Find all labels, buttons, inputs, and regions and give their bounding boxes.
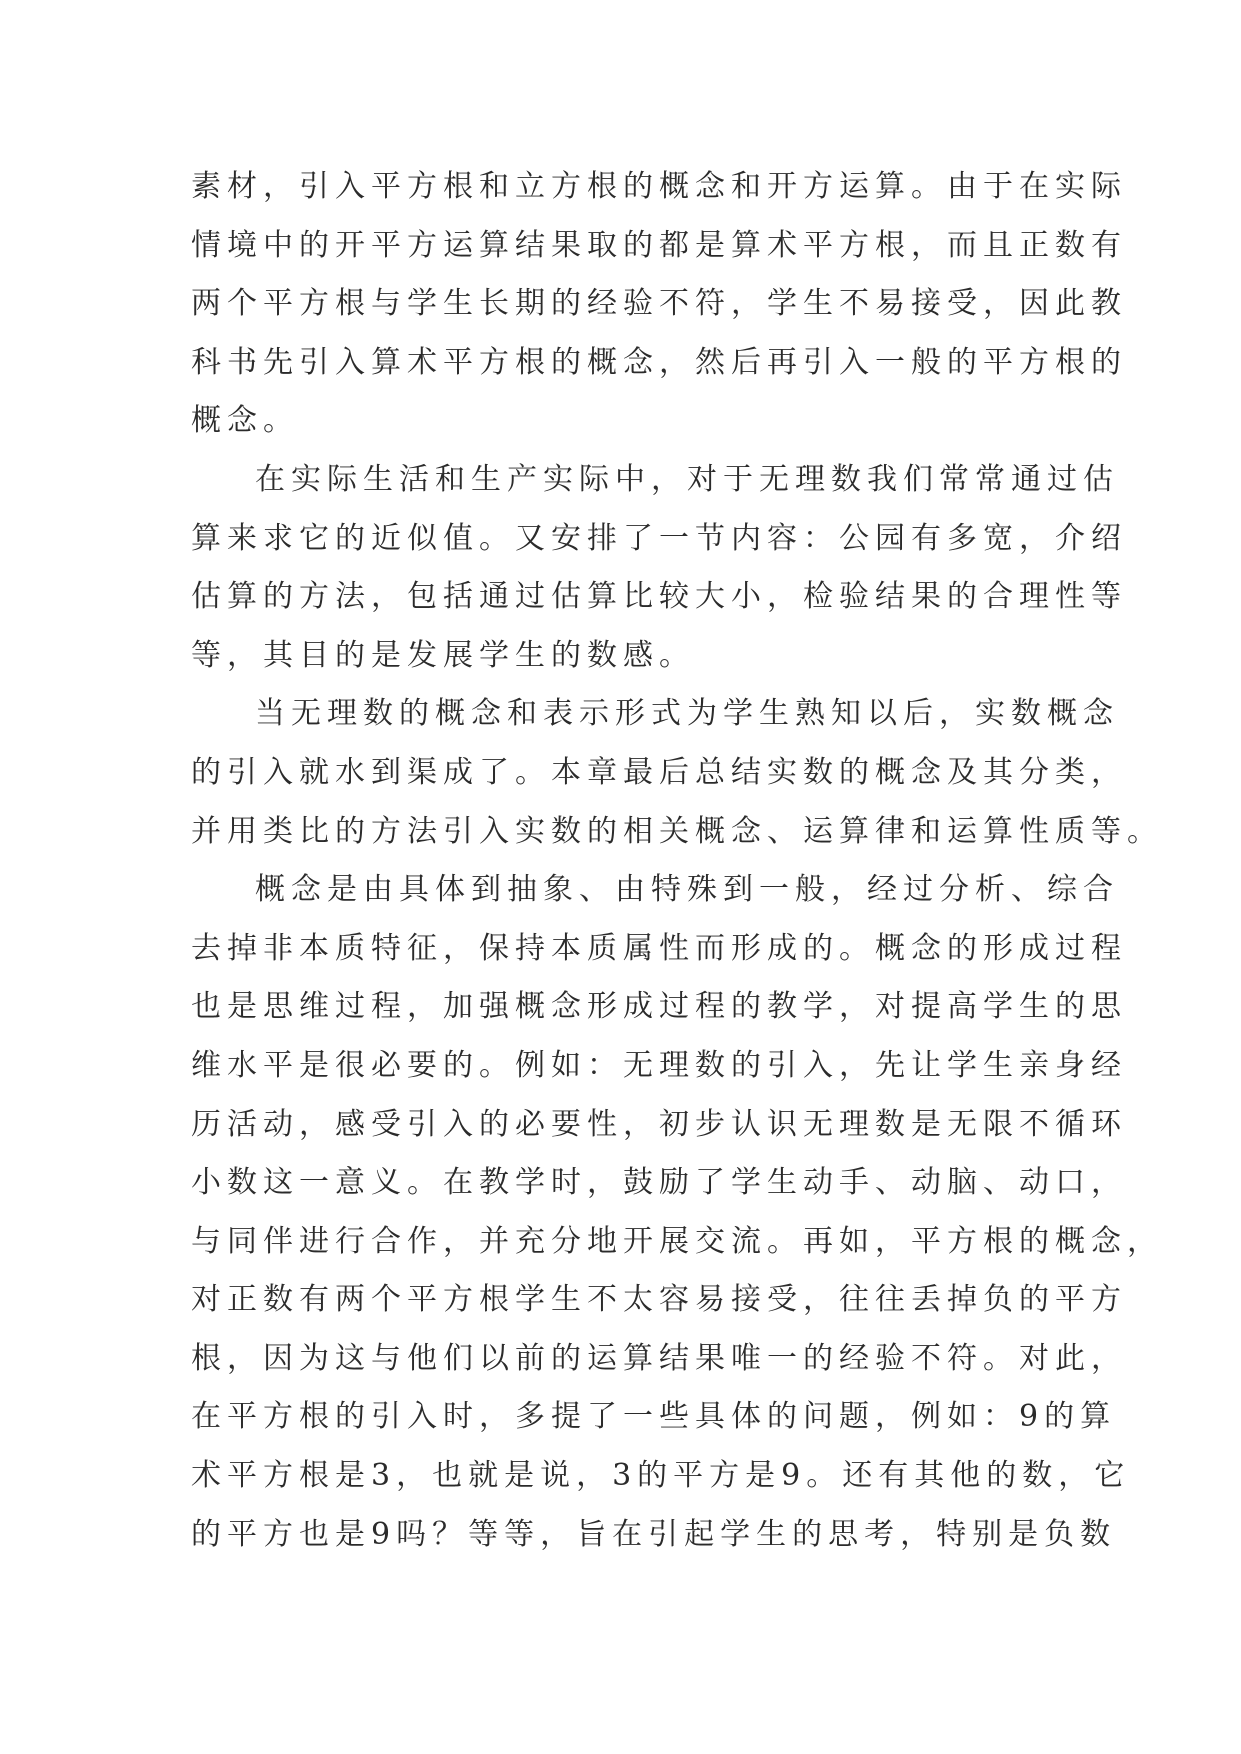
document-body (191, 158, 1163, 1564)
paragraph-first-line: 概念是由具体到抽象、由特殊到一般，经过分析、综合 (255, 872, 1119, 908)
text-line: 也是思维过程，加强概念形成过程的教学，对提高学生的思 (191, 989, 1127, 1025)
text-line: 术平方根是3，也就是说，3的平方是9。还有其他的数，它 (191, 1458, 1131, 1494)
text-line: 小数这一意义。在教学时，鼓励了学生动手、动脑、动口， (191, 1165, 1127, 1201)
text-line: 算来求它的近似值。又安排了一节内容：公园有多宽，介绍 (191, 520, 1127, 556)
text-line: 科书先引入算术平方根的概念，然后再引入一般的平方根的 (191, 344, 1127, 380)
text-line: 去掉非本质特征，保持本质属性而形成的。概念的形成过程 (191, 930, 1127, 966)
text-line: 并用类比的方法引入实数的相关概念、运算律和运算性质等。 (191, 813, 1163, 849)
text-line: 概念。 (191, 403, 299, 439)
text-line: 在平方根的引入时，多提了一些具体的问题，例如：9的算 (191, 1399, 1117, 1435)
text-line: 素材，引入平方根和立方根的概念和开方运算。由于在实际 (191, 169, 1127, 204)
text-line: 估算的方法，包括通过估算比较大小，检验结果的合理性等 (191, 579, 1127, 615)
text-line: 两个平方根与学生长期的经验不符，学生不易接受，因此教 (191, 286, 1127, 322)
text-line: 历活动，感受引入的必要性，初步认识无理数是无限不循环 (191, 1106, 1127, 1142)
paragraph-first-line: 当无理数的概念和表示形式为学生熟知以后，实数概念 (255, 696, 1119, 732)
text-line: 根，因为这与他们以前的运算结果唯一的经验不符。对此， (191, 1340, 1127, 1376)
text-line: 的引入就水到渠成了。本章最后总结实数的概念及其分类， (191, 754, 1127, 790)
text-line: 情境中的开平方运算结果取的都是算术平方根，而且正数有 (191, 227, 1127, 263)
text-line: 的平方也是9吗？等等，旨在引起学生的思考，特别是负数 (191, 1516, 1117, 1552)
text-line: 与同伴进行合作，并充分地开展交流。再如，平方根的概念， (191, 1223, 1163, 1259)
text-line: 对正数有两个平方根学生不太容易接受，往往丢掉负的平方 (191, 1282, 1127, 1318)
text-line: 维水平是很必要的。例如：无理数的引入，先让学生亲身经 (191, 1047, 1127, 1083)
text-line: 等，其目的是发展学生的数感。 (191, 637, 695, 673)
paragraph-first-line: 在实际生活和生产实际中，对于无理数我们常常通过估 (255, 461, 1119, 497)
